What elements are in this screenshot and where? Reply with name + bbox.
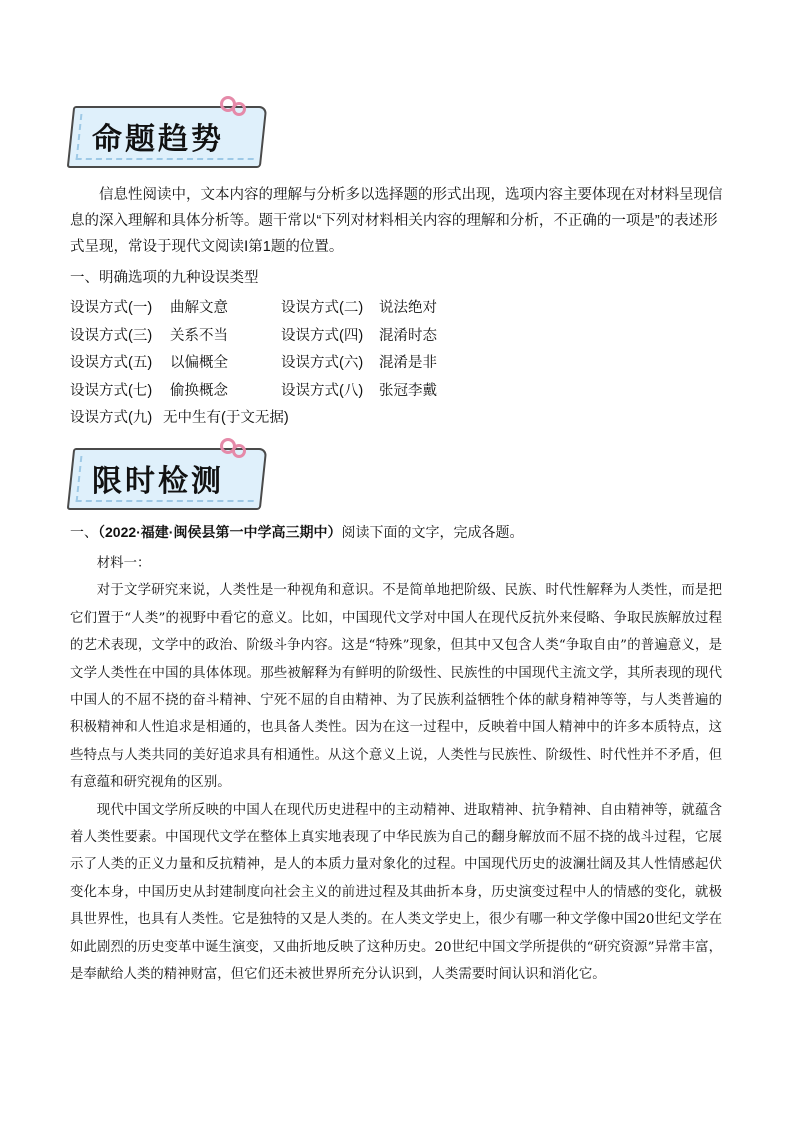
error-type-label: 设误方式(五) [70, 355, 153, 371]
intro-paragraph: 信息性阅读中，文本内容的理解与分析多以选择题的形式出现，选项内容主要体现在对材料呈现信息的深入理解和具体分析等。题干常以“下列对材料相关内容的理解和分析，不正确的一项是”的表述形式呈现，常设于现代文阅读Ⅰ第1题的位置。 [70, 187, 723, 255]
error-type-label: 设误方式(七) [70, 383, 153, 399]
section-title: 限时检测 [92, 464, 224, 499]
question-source: （2022·福建·闽侯县第一中学高三期中） [98, 524, 342, 540]
error-type-label: 设误方式(一) [70, 300, 153, 316]
error-type-desc: 曲解文意 [170, 300, 228, 316]
intro-heading: 一、明确选项的九种设误类型 [70, 270, 259, 286]
error-type-desc: 偷换概念 [170, 383, 228, 399]
intro-paragraph-block [70, 182, 730, 260]
question-header [70, 522, 523, 542]
error-type-label: 设误方式(二) [281, 300, 364, 316]
section-banner-trend [70, 104, 266, 166]
material-label: 材料一： [96, 556, 151, 571]
error-type-label: 设误方式(六) [281, 355, 364, 371]
section-banner-test [70, 446, 266, 508]
material-paragraph: 现代中国文学所反映的中国人在现代历史进程中的主动精神、进取精神、抗争精神、自由精神等，就蕴含着人类性要素。中国现代文学在整体上真实地表现了中华民族为自己的翻身解放而不屈不挠的战斗过程，它展示了人类的正义力量和反抗精神，是人的本质力量对象化的过程。中国现代历史的波澜壮阔及其人性情感起伏变化本身，中国历史从封建制度向社会主义的前进过程及其曲折本身，历史演变过程中人的情感的变化，就极具世界性，也具有人类性。它是独特的又是人类的。在人类文学史上，很少有哪一种文学像中国20世纪文学在如此剧烈的历史变革中诞生演变，又曲折地反映了这种历史。20世纪中国文学所提供的“研究资源”异常丰富，是奉献给人类的精神财富，但它们还未被世界所充分认识到，人类需要时间认识和消化它。 [70, 802, 722, 983]
reading-material [70, 550, 722, 989]
error-type-label: 设误方式(三) [70, 328, 153, 344]
error-type-desc: 以偏概全 [170, 355, 228, 371]
error-type-desc: 混淆是非 [379, 355, 437, 371]
error-type-desc: 关系不当 [170, 328, 228, 344]
error-type-desc: 张冠李戴 [379, 383, 437, 399]
material-paragraph: 对于文学研究来说，人类性是一种视角和意识。不是简单地把阶级、民族、时代性解释为人类性，而是把它们置于“人类”的视野中看它的意义。比如，中国现代文学对中国人在现代反抗外来侵略、争取民族解放过程的艺术表现，文学中的政治、阶级斗争内容。这是“特殊”现象，但其中又包含人类“争取自由”的普遍意义，是文学人类性在中国的具体体现。那些被解释为有鲜明的阶级性、民族性的中国现代主流文学，其所表现的现代中国人的不屈不挠的奋斗精神、宁死不屈的自由精神、为了民族利益牺牲个体的献身精神等等，与人类普遍的积极精神和人性追求是相通的，也具备人类性。因为在这一过程中，反映着中国人精神中的许多本质特点，这些特点与人类共同的美好追求具有相通性。从这个意义上说，人类性与民族性、阶级性、时代性并不矛盾，但有意蕴和研究视角的区别。 [70, 583, 722, 791]
error-type-desc: 无中生有(于文无据) [163, 410, 289, 426]
error-type-label: 设误方式(八) [281, 383, 364, 399]
question-number: 一、 [70, 524, 98, 540]
error-type-label: 设误方式(四) [281, 328, 364, 344]
error-type-desc: 混淆时态 [379, 328, 437, 344]
error-type-label: 设误方式(九) [70, 410, 153, 426]
section-title: 命题趋势 [92, 122, 224, 157]
question-instruction: 阅读下面的文字，完成各题。 [341, 524, 524, 540]
error-type-desc: 说法绝对 [379, 300, 437, 316]
